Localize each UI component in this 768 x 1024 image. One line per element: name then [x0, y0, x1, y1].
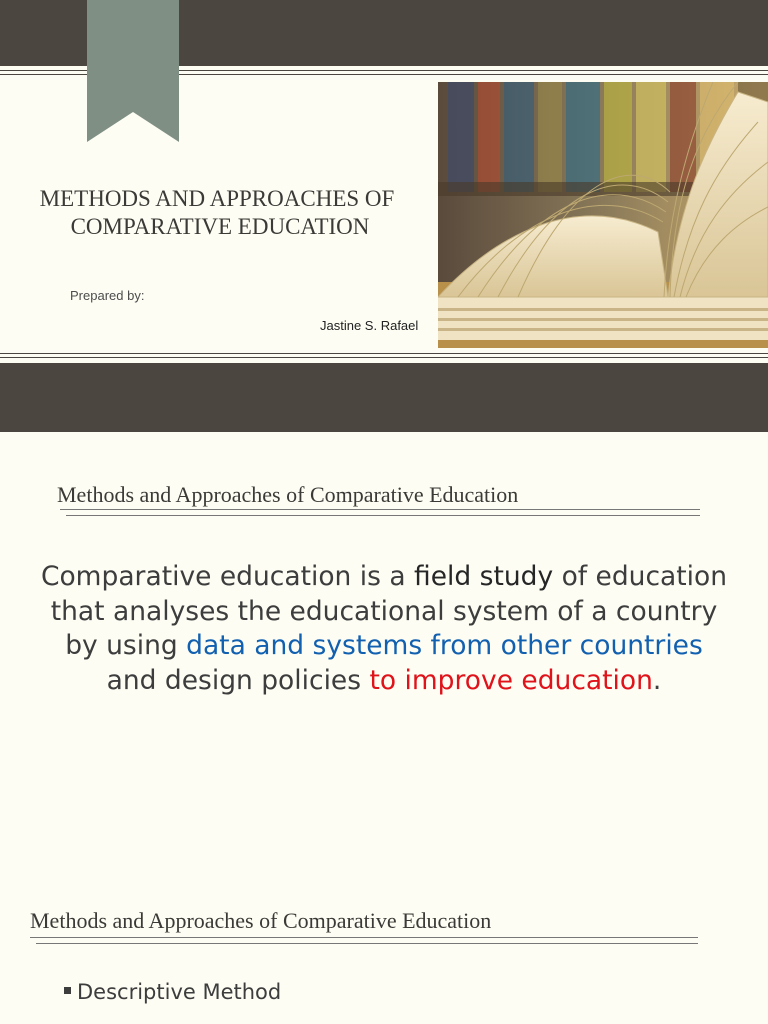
paragraph-text: .: [652, 664, 662, 696]
slide-title-line-1: METHODS AND APPROACHES OF: [39, 186, 395, 211]
paragraph-text: and design policies: [106, 664, 370, 696]
slide3-heading: Methods and Approaches of Comparative Education: [30, 908, 492, 933]
slide3-heading-underline-2: [36, 943, 698, 944]
slide-heading: Methods and Approaches of Comparative Education: [57, 482, 519, 507]
bookmark-ribbon-icon: [87, 0, 179, 142]
definition-paragraph: [40, 560, 728, 698]
paragraph-text: of education that analyses the educational system of a country by using: [50, 561, 728, 661]
highlight-field-study: field study: [414, 561, 554, 592]
paragraph-text: Comparative education is a: [40, 561, 415, 592]
bullet-item: [64, 980, 281, 1004]
heading-underline-2: [66, 515, 700, 516]
prepared-by-label: Prepared by:: [70, 288, 145, 303]
author-name: Jastine S. Rafael: [320, 318, 419, 333]
slide-title: [0, 185, 440, 241]
title-slide: [0, 0, 768, 432]
bottom-band: [0, 363, 768, 432]
definition-slide: [0, 432, 768, 1024]
bottom-divider-line-2: [0, 357, 768, 358]
slide-title-line-2: COMPARATIVE EDUCATION: [70, 214, 370, 239]
bullet-square-icon: [64, 987, 71, 994]
highlight-data-systems: data and systems from other countries: [186, 630, 703, 661]
slide3-heading-underline: [30, 937, 698, 938]
bullet-text: Descriptive Method: [77, 980, 282, 1004]
highlight-improve-education: to improve education: [369, 664, 653, 696]
open-book-photo: [438, 82, 768, 348]
heading-underline: [60, 509, 700, 510]
bottom-divider-line: [0, 353, 768, 354]
